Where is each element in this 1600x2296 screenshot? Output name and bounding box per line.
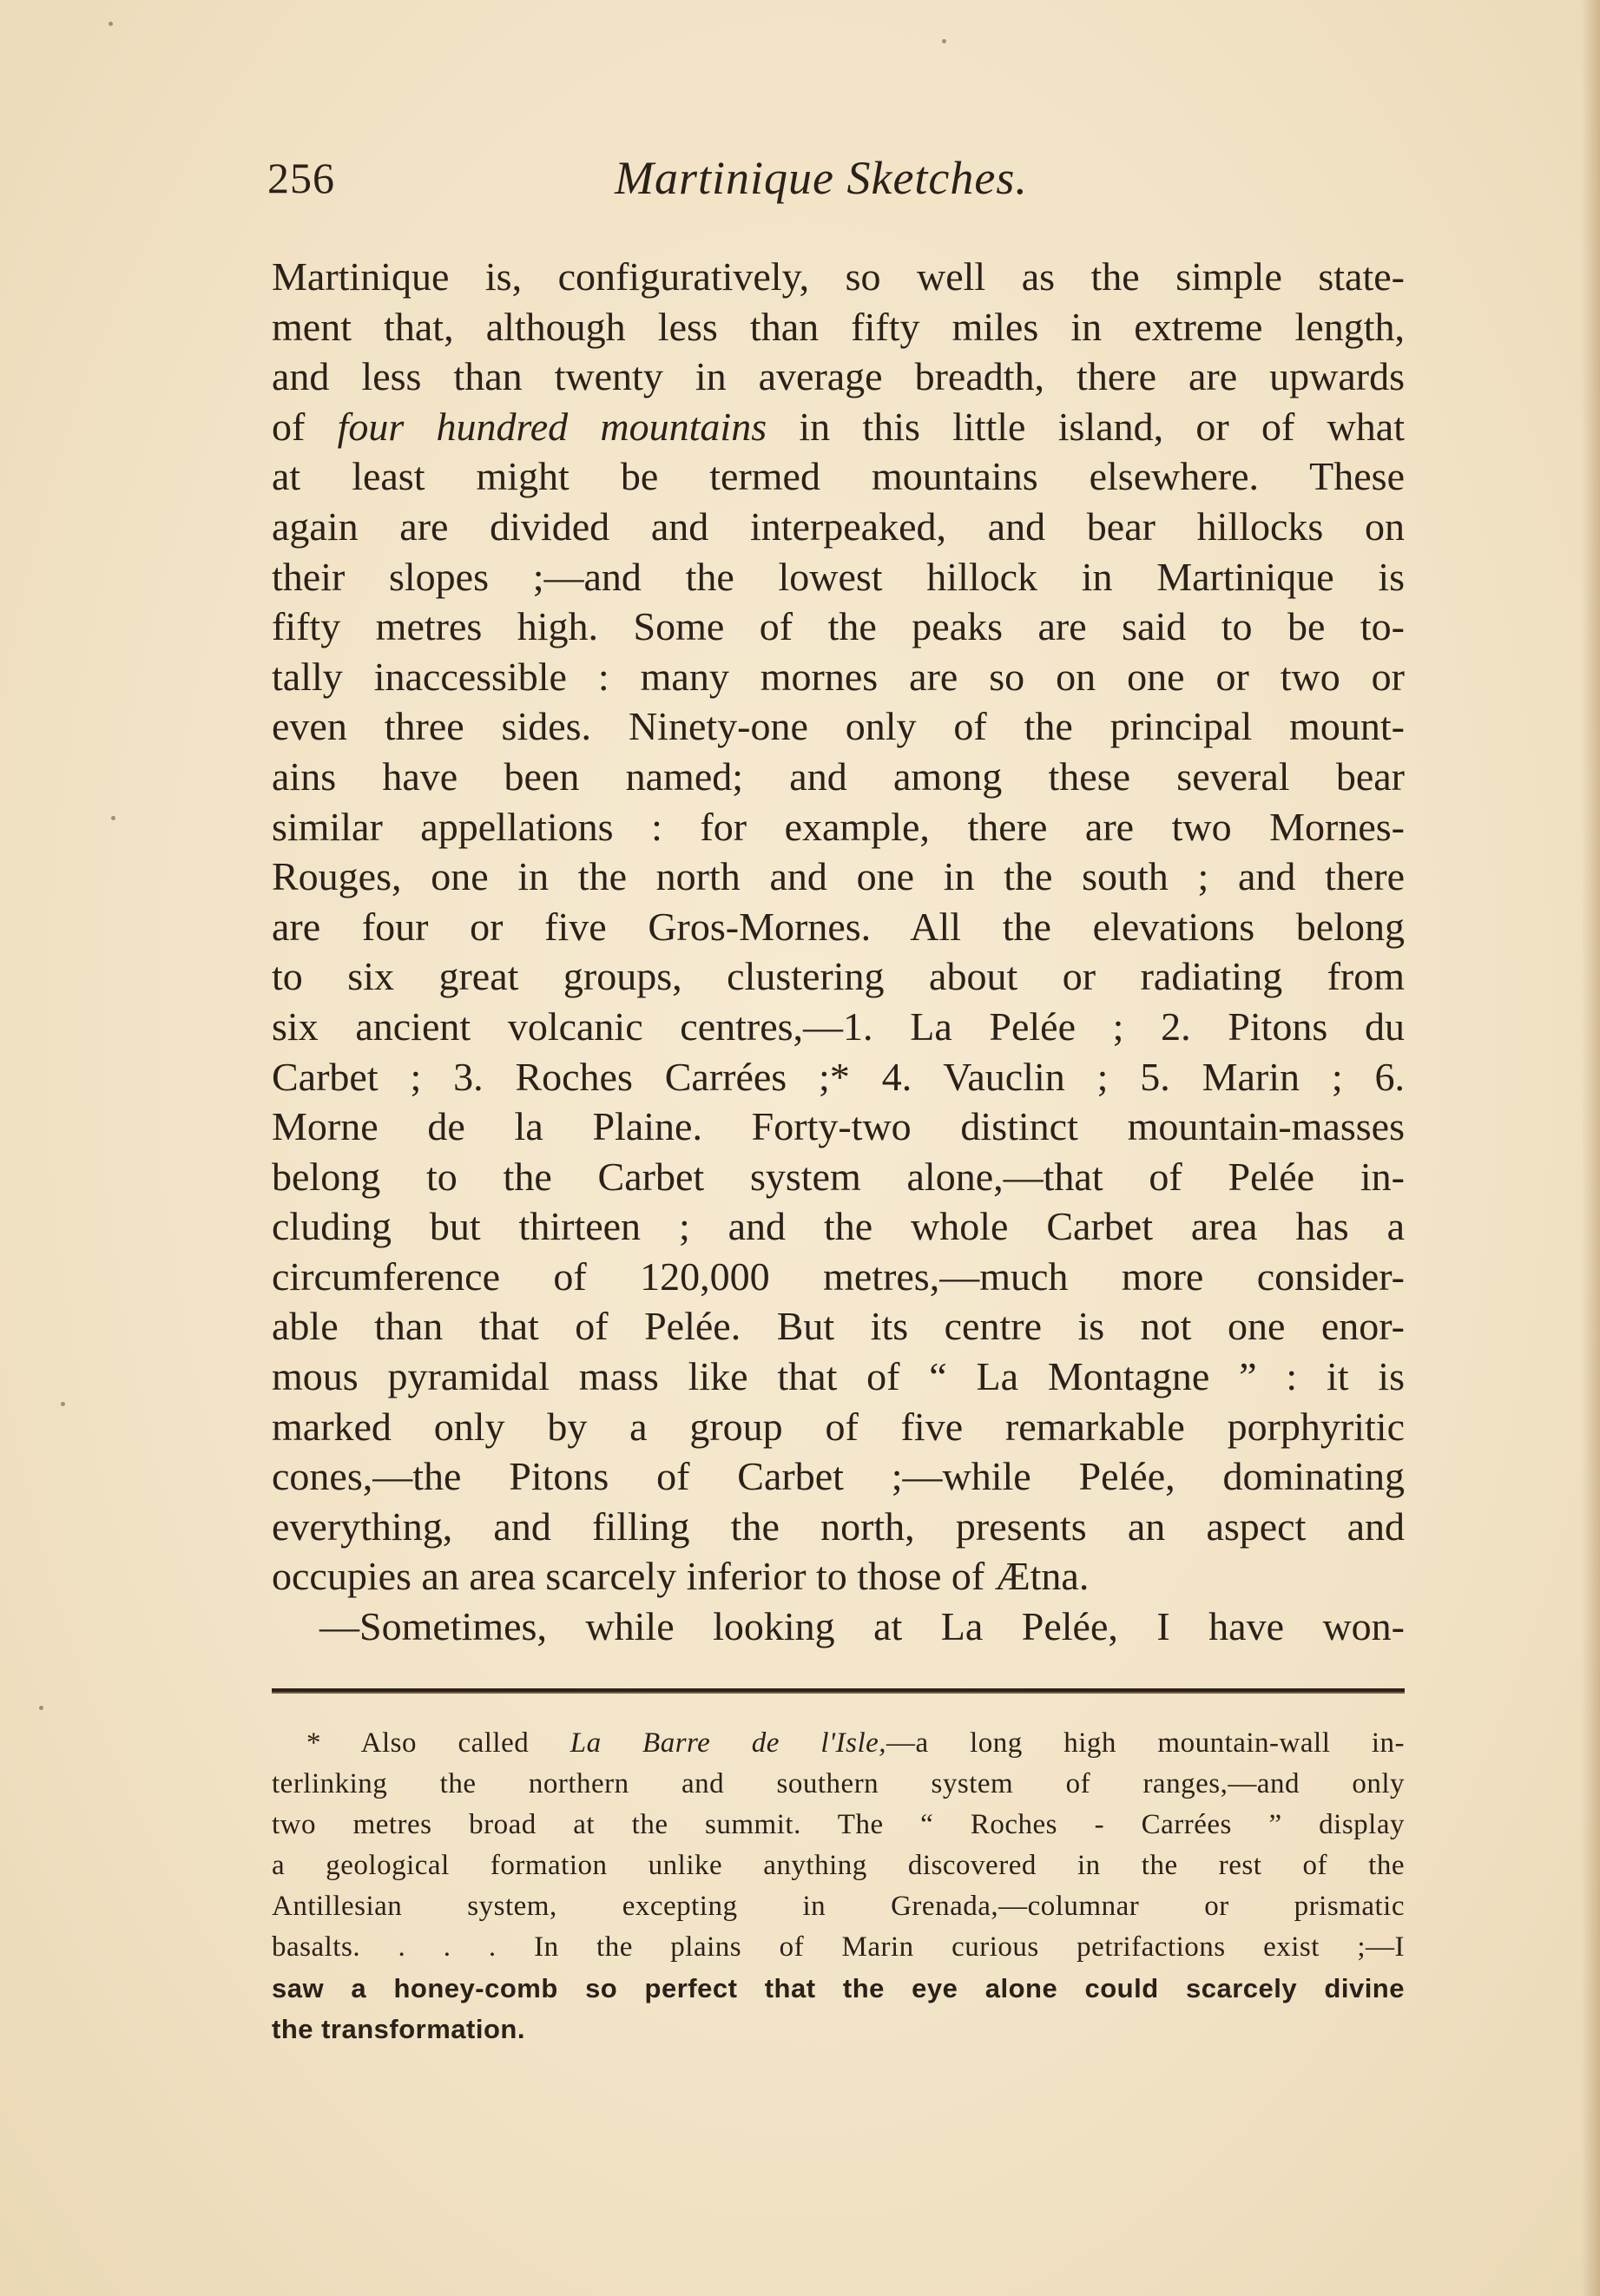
text-line: ains have been named; and among these several bear — [272, 753, 1405, 799]
paper-speck — [39, 1706, 43, 1710]
footnote-line: a geological formation unlike anything discovered in the rest of the — [272, 1850, 1405, 1881]
text-line: marked only by a group of five remarkable porphyritic — [272, 1404, 1405, 1449]
body-text — [272, 252, 1405, 1652]
footnote-line: two metres broad at the summit. The “ Roches - Carrées ” display — [272, 1809, 1405, 1840]
text-line: fifty metres high. Some of the peaks are said to be to- — [272, 604, 1405, 649]
text-line: Morne de la Plaine. Forty-two distinct mountain-masses — [272, 1104, 1405, 1149]
text-line: —Sometimes, while looking at La Pelée, I have won- — [319, 1604, 1405, 1649]
footnote-line-italic: * Also called La Barre de l'Isle,—a long high mountain-wall in- — [306, 1727, 1405, 1759]
footnote-rule — [272, 1688, 1405, 1694]
text-line: ment that, although less than fifty miles in extreme length, — [272, 304, 1405, 349]
footnote-line: saw a honey-comb so perfect that the eye alone could scarcely divine — [272, 1973, 1405, 2003]
italic-phrase: four hundred mountains — [337, 404, 767, 449]
italic-phrase: La Barre de l'Isle, — [570, 1727, 887, 1759]
paper-speck — [111, 816, 115, 820]
paper-speck — [61, 1402, 65, 1406]
page-number: 256 — [267, 154, 335, 202]
text-line: cones,—the Pitons of Carbet ;—while Pelée, dominating — [272, 1454, 1405, 1499]
text-line: cluding but thirteen ; and the whole Carbet area has a — [272, 1204, 1405, 1249]
paper-speck — [109, 22, 113, 26]
text-line: Rouges, one in the north and one in the south ; and there — [272, 854, 1405, 899]
footnote-line: basalts. . . . In the plains of Marin curious petrifactions exist ;—I — [272, 1931, 1405, 1963]
page-edge-shadow — [1581, 0, 1600, 2296]
text-line: and less than twenty in average breadth, there are upwards — [272, 354, 1405, 399]
text-line: Martinique is, configuratively, so well as the simple state- — [272, 254, 1405, 299]
text-line: are four or five Gros-Mornes. All the elevations belong — [272, 904, 1405, 949]
text-line: again are divided and interpeaked, and bear hillocks on — [272, 503, 1405, 549]
footnote-line: Antillesian system, excepting in Grenada,—columnar or prismatic — [272, 1891, 1405, 1922]
text-line: to six great groups, clustering about or radiating from — [272, 954, 1405, 999]
text-line: even three sides. Ninety-one only of the principal mount- — [272, 704, 1405, 749]
text-line: belong to the Carbet system alone,—that of Pelée in- — [272, 1154, 1405, 1199]
running-head — [267, 148, 1406, 208]
footnote-line: terlinking the northern and southern system of ranges,—and only — [272, 1768, 1405, 1799]
text-line: occupies an area scarcely inferior to those of Ætna. — [272, 1554, 1090, 1599]
paper-speck — [942, 39, 946, 43]
text-line: able than that of Pelée. But its centre is not one enor- — [272, 1304, 1405, 1349]
text-line: at least might be termed mountains elsewhere. These — [272, 454, 1405, 499]
text-line: similar appellations : for example, there are two Mornes- — [272, 804, 1405, 849]
text-line: tally inaccessible : many mornes are so on one or two or — [272, 654, 1405, 699]
footnote — [272, 1723, 1405, 2049]
text-line: everything, and filling the north, presents an aspect and — [272, 1503, 1405, 1549]
footnote-line: the transformation. — [272, 2014, 525, 2044]
running-title: Martinique Sketches. — [615, 152, 1028, 204]
text-line: mous pyramidal mass like that of “ La Montagne ” : it is — [272, 1354, 1405, 1399]
text-line: six ancient volcanic centres,—1. La Pelée ; 2. Pitons du — [272, 1003, 1405, 1049]
text-line: their slopes ;—and the lowest hillock in Martinique is — [272, 554, 1405, 599]
text-line-italic: of four hundred mountains in this little island, or of what — [272, 404, 1405, 449]
text-line: Carbet ; 3. Roches Carrées ;* 4. Vauclin ; 5. Marin ; 6. — [272, 1054, 1405, 1099]
text-line: circumference of 120,000 metres,—much more consider- — [272, 1253, 1405, 1299]
